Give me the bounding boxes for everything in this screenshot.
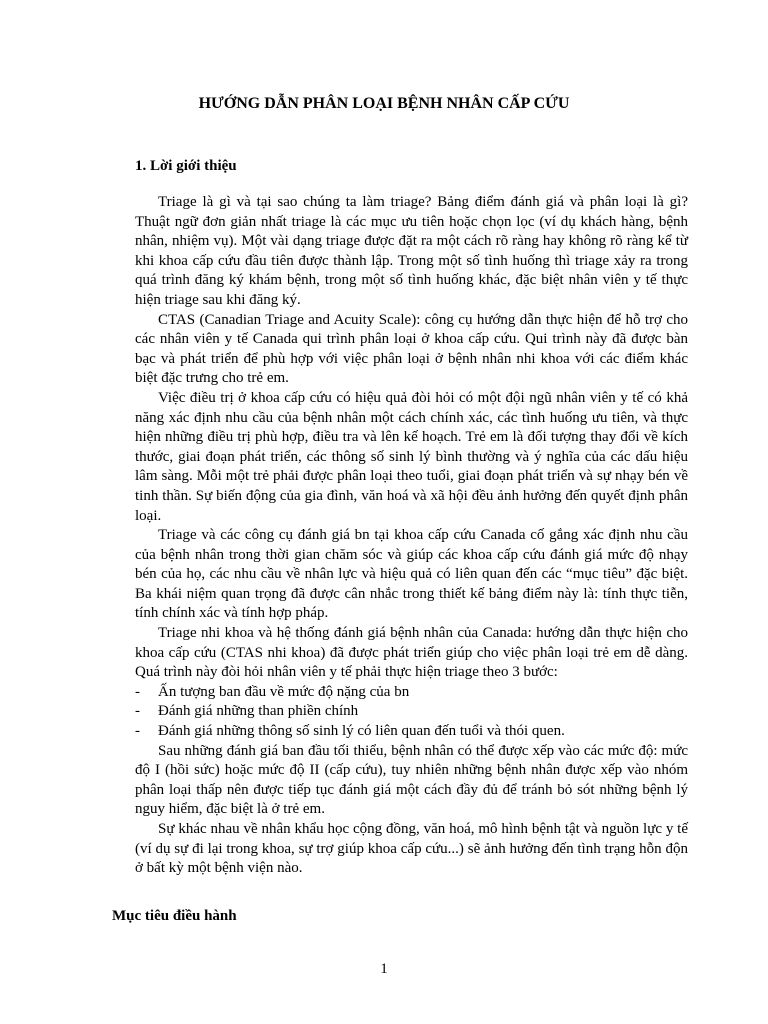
section-heading-introduction: 1. Lời giới thiệu — [135, 158, 237, 174]
document-title: HƯỚNG DẪN PHÂN LOẠI BỆNH NHÂN CẤP CỨU — [198, 95, 570, 112]
bullet-marker: - — [135, 683, 140, 700]
bullet-marker: - — [135, 723, 140, 740]
list-item-text: Đánh giá những than phiền chính — [158, 703, 359, 720]
paragraph: Triage là gì và tại sao chúng ta làm triage? Bảng điểm đánh giá và phân loại là gì? Thuật ngữ đơn giản nhất triage là các mục ưu tiên hoặc chọn lọc (ví dụ khách hàng, bệnh nhân, nhiệm vụ). Một vài dạng triage được đặt ra một cách rõ ràng hay không rõ ràng kể từ khi khoa cấp cứu đầu tiên được thành lập. Trong một số tình huống thì triage xảy ra trong quá trình đăng ký khám bệnh, trong một số tình huống khác, đặc biệt nhân viên y tế thực hiện triage sau khi đăng ký. — [135, 194, 688, 308]
paragraph: Sự khác nhau về nhân khẩu học cộng đồng, văn hoá, mô hình bệnh tật và nguồn lực y tế (ví dụ sự đi lại trong khoa, sự trợ giúp khoa cấp cứu...) sẽ ảnh hưởng đến tình trạng hỗn độn ở bất kỳ một bệnh viện nào. — [135, 821, 688, 877]
list-item — [135, 683, 688, 703]
section-heading-goals: Mục tiêu điều hành — [112, 908, 237, 924]
list-item — [135, 702, 688, 722]
paragraph: Triage và các công cụ đánh giá bn tại khoa cấp cứu Canada cố gắng xác định nhu cầu của bệnh nhân trong thời gian chăm sóc và giúp các khoa cấp cứu đánh giá mức độ nhạy bén của họ, các nhu cầu về nhân lực và hiệu quả có liên quan đến các “mục tiêu” đặc biệt. Ba khái niệm quan trọng đã được cân nhắc trong thiết kế bảng điểm này là: tính thực tiễn, tính chính xác và tính hợp pháp. — [135, 527, 688, 622]
body-text — [135, 193, 688, 879]
bullet-marker: - — [135, 703, 140, 720]
page-number: 1 — [380, 961, 388, 977]
paragraph: Sau những đánh giá ban đầu tối thiểu, bệnh nhân có thể được xếp vào các mức độ: mức độ I (hồi sức) hoặc mức độ II (cấp cứu), tuy nhiên những bệnh nhân được xếp vào nhóm phân loại thấp nên được tiếp tục đánh giá một cách đầy đủ để tránh bỏ sót những bệnh lý nguy hiểm, đặc biệt là ở trẻ em. — [135, 742, 688, 818]
list-item-text: Đánh giá những thông số sinh lý có liên quan đến tuổi và thói quen. — [158, 723, 565, 740]
paragraph: Triage nhi khoa và hệ thống đánh giá bệnh nhân của Canada: hướng dẫn thực hiện cho khoa cấp cứu (CTAS nhi khoa) đã được phát triển giúp cho việc phân loại trẻ em dễ dàng. Quá trình này đòi hỏi nhân viên y tế phải thực hiện triage theo 3 bước: — [135, 625, 688, 681]
list-item-text: Ấn tượng ban đầu về mức độ nặng của bn — [158, 683, 410, 700]
steps-list — [135, 683, 688, 742]
paragraph: Việc điều trị ở khoa cấp cứu có hiệu quả đòi hỏi có một đội ngũ nhân viên y tế có khả năng xác định nhu cầu của bệnh nhân một cách chính xác, các tình huống ưu tiên, và thực hiện những điều trị phù hợp, điều tra và lên kế hoạch. Trẻ em là đối tượng thay đổi về kích thước, giai đoạn phát triển, các thông số sinh lý bình thường và ý nghĩa của các dấu hiệu lâm sàng. Mỗi một trẻ phải được phân loại theo tuổi, giai đoạn phát triển và sự nhạy bén về tinh thần. Sự biến động của gia đình, văn hoá và xã hội đều ảnh hưởng đến quyết định phân loại. — [135, 389, 688, 524]
list-item — [135, 722, 688, 742]
paragraph: CTAS (Canadian Triage and Acuity Scale): công cụ hướng dẫn thực hiện để hỗ trợ cho các nhân viên y tế Canada qui trình phân loại ở khoa cấp cứu. Qui trình này đã được bàn bạc và phát triển để phù hợp với việc phân loại ở bệnh nhân nhi khoa với các điểm khác biệt đặc trưng cho trẻ em. — [135, 311, 688, 387]
